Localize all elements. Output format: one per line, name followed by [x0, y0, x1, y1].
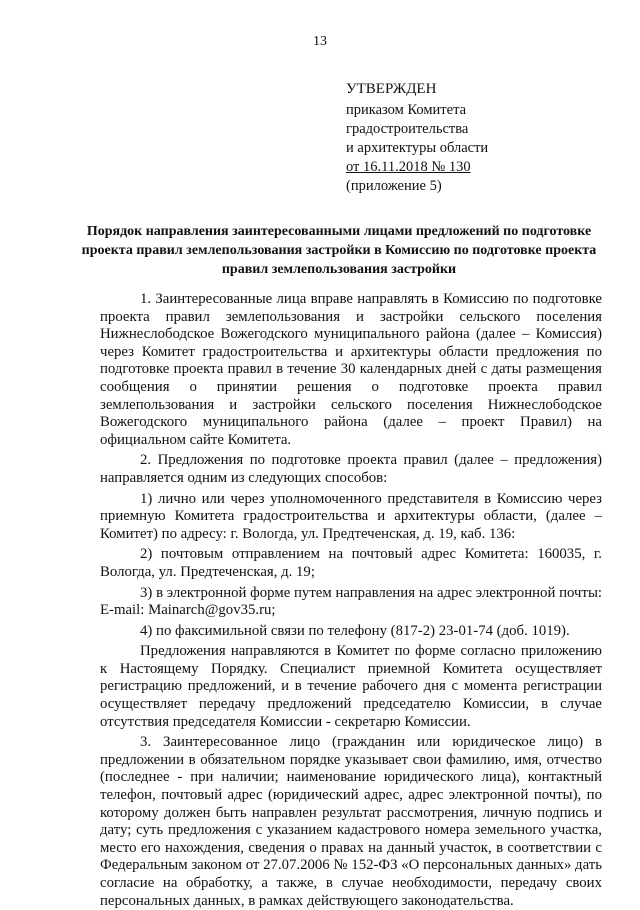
paragraph-3: 3. Заинтересованное лицо (гражданин или юридическое лицо) в предложении в обязательном порядке указывает свои фамилию, имя, отчество (последнее - при наличии; наименование юридического лица), контактный телефон, почтовый адрес (юридический адрес, адрес электронной почты), по которому должен быть направлен результат рассмотрения, личную подпись и дату; суть предложения с указанием кадастрового номера земельного участка, место его нахождения, сведения о правах на данный участок, в соответствии с Федеральным законом от 27.07.2006 № 152-ФЗ «О персональных данных» дать согласие на обработку, а также, в случае необходимости, передачу своих персональных данных, в рамках действующего законодательства.	[100, 734, 602, 909]
list-item-1: 1) лично или через уполномоченного представителя в Комиссию через приемную Комитета градостроительства и архитектуры области, (далее – Комитет) по адресу: г. Вологда, ул. Предтеченская, д. 19, каб. 136:	[100, 490, 602, 542]
approval-title: УТВЕРЖДЕН	[346, 81, 437, 97]
document-body	[100, 291, 602, 910]
approval-line-architecture: и архитектуры области	[346, 140, 489, 156]
page-number: 13	[313, 34, 327, 49]
approval-stamp	[346, 80, 488, 196]
approval-line-order: приказом Комитета	[346, 102, 467, 118]
approval-line-appendix: (приложение 5)	[346, 178, 442, 194]
approval-line-date-number: от 16.11.2018 № 130	[346, 159, 471, 175]
list-item-4: 4) по факсимильной связи по телефону (817-2) 23-01-74 (доб. 1019).	[140, 622, 570, 639]
document-title: Порядок направления заинтересованными лицами предложений по подготовке проекта правил землепользования застройки в Комиссию по подготовке проекта правил землепользования застройки	[81, 224, 597, 277]
list-item-3: 3) в электронной форме путем направления на адрес электронной почты: E-mail: Mainarch@gov35.ru;	[100, 584, 602, 619]
paragraph-1: 1. Заинтересованные лица вправе направлять в Комиссию по подготовке проекта правил землепользования и застройки сельского поселения Нижнеслободское Вожегодского муниципального района (далее – Комиссия) через Комитет градостроительства и архитектуры области предложения по подготовке проекта правил в течение 30 календарных дней с даты размещения сообщения о принятии решения о подготовке проекта правил землепользования и застройки сельского поселения Нижнеслободское Вожегодского муниципального района (далее – проект Правил) на официальном сайте Комитета.	[100, 291, 602, 448]
list-item-2: 2) почтовым отправлением на почтовый адрес Комитета: 160035, г. Вологда, ул. Предтеченская, д. 19;	[100, 546, 602, 580]
paragraph-2: 2. Предложения по подготовке проекта правил (далее – предложения) направляется одним из следующих способов:	[100, 452, 602, 486]
paragraph-submission: Предложения направляются в Комитет по форме согласно приложению к Настоящему Порядку. Специалист приемной Комитета осуществляет регистрацию предложений, и в течение рабочего дня с момента регистрации осуществляет передачу предложений председателю Комиссии, в случае отсутствия председателя Комиссии - секретарю Комиссии.	[100, 643, 602, 730]
approval-line-committee: градостроительства	[346, 121, 469, 137]
